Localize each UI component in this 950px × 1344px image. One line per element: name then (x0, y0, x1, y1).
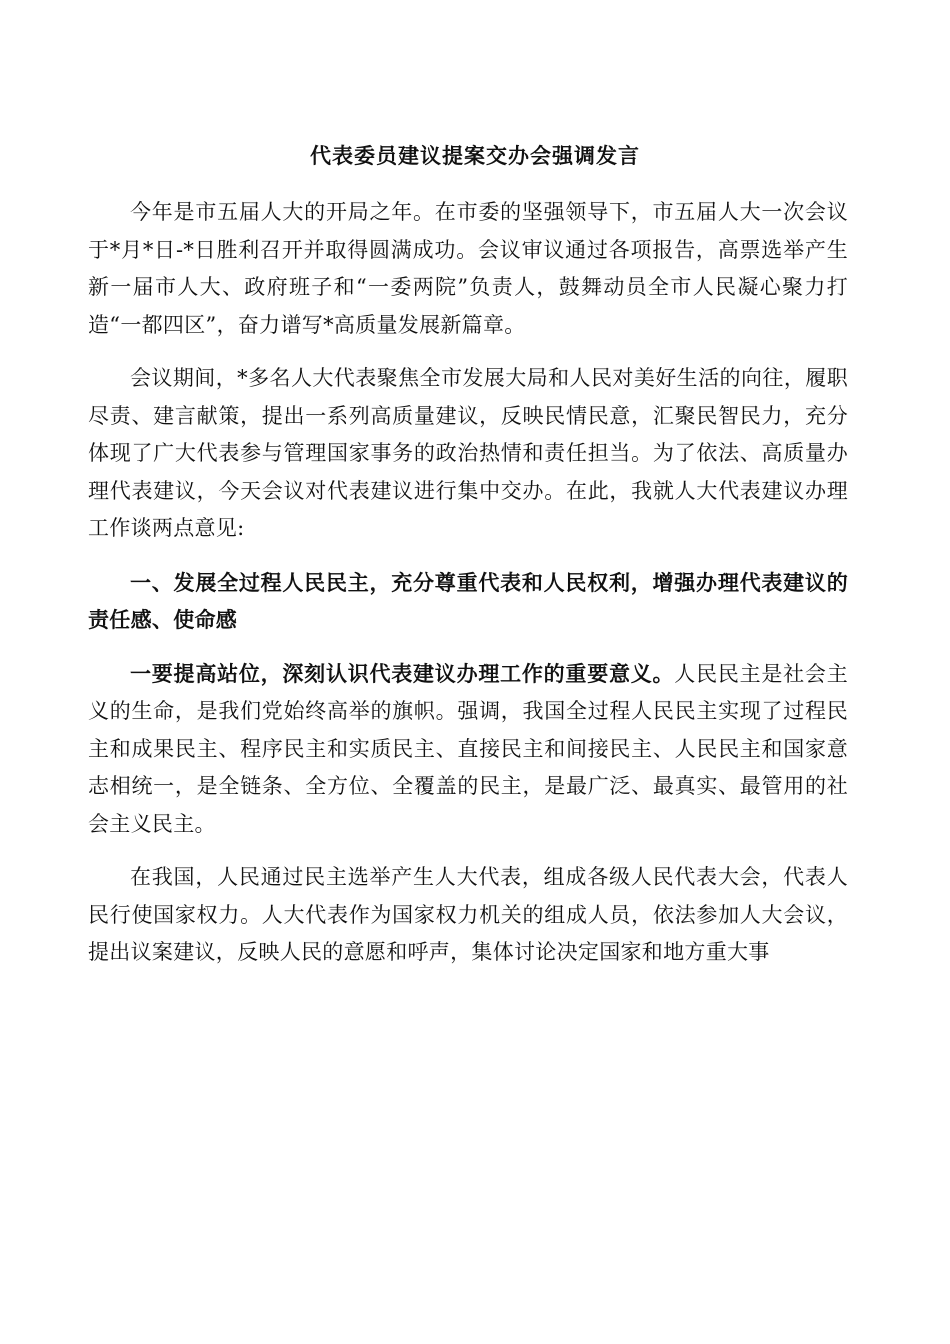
paragraph-4-text: 在我国，人民通过民主选举产生人大代表，组成各级人民代表大会，代表人民行使国家权力。人大代表作为国家权力机关的组成人员，依法参加人大会议，提出议案建议，反映人民的意愿和呼声，集体讨论决定国家和地方重大事 (88, 865, 848, 964)
section-heading-1 (88, 564, 848, 639)
paragraph-4 (88, 859, 848, 972)
paragraph-3-text: 人民民主是社会主义的生命，是我们党始终高举的旗帜。强调，我国全过程人民民主实现了过程民主和成果民主、程序民主和实质民主、直接民主和间接民主、人民民主和国家意志相统一，是全链条、全方位、全覆盖的民主，是最广泛、最真实、最管用的社会主义民主。 (88, 661, 848, 836)
paragraph-3-lead: 一要提高站位，深刻认识代表建议办理工作的重要意义。 (130, 660, 675, 686)
paragraph-1-text: 今年是市五届人大的开局之年。在市委的坚强领导下，市五届人大一次会议于*月*日-*日胜利召开并取得圆满成功。会议审议通过各项报告，高票选举产生新一届市人大、政府班子和“一委两院”负责人，鼓舞动员全市人民凝心聚力打造“一都四区”，奋力谱写*高质量发展新篇章。 (88, 200, 848, 337)
section-heading-1-text: 一、发展全过程人民民主，充分尊重代表和人民权利，增强办理代表建议的责任感、使命感 (88, 569, 848, 632)
paragraph-2 (88, 360, 848, 548)
document-title: 代表委员建议提案交办会强调发言 (310, 143, 640, 168)
paragraph-3 (88, 655, 848, 844)
document-body (88, 194, 848, 988)
paragraph-2-text: 会议期间，*多名人大代表聚焦全市发展大局和人民对美好生活的向往，履职尽责、建言献策，提出一系列高质量建议，反映民情民意，汇聚民智民力，充分体现了广大代表参与管理国家事务的政治热情和责任担当。为了依法、高质量办理代表建议，今天会议对代表建议进行集中交办。在此，我就人大代表建议办理工作谈两点意见: (88, 366, 848, 540)
paragraph-1 (88, 194, 848, 344)
